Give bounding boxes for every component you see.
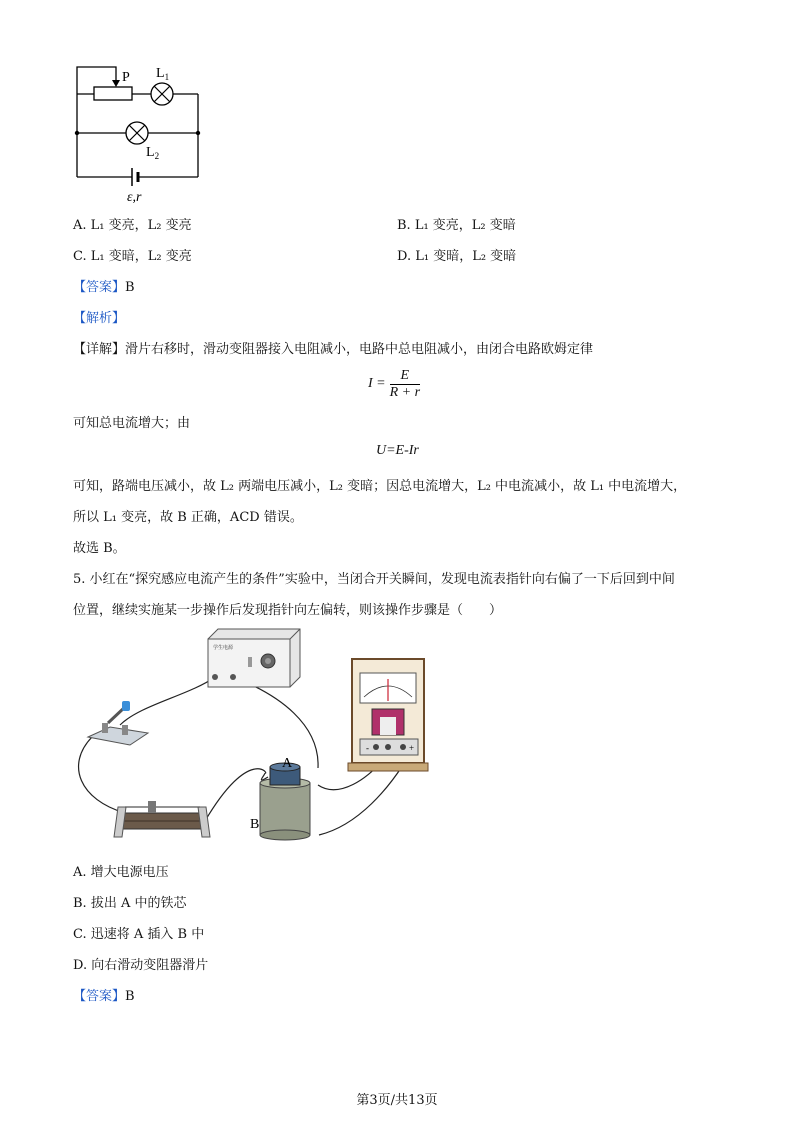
q4-option-a: A. L₁ 变亮，L₂ 变亮	[73, 218, 192, 233]
q4-line4: 所以 L₁ 变亮，故 B 正确，ACD 错误。	[73, 510, 303, 525]
formula-terminal-voltage: U=E-Ir	[376, 443, 419, 458]
q5-option-c: C. 迅速将 A 插入 B 中	[73, 927, 205, 942]
q4-answer	[73, 276, 135, 295]
switch	[88, 701, 148, 745]
rheostat-symbol	[94, 87, 132, 100]
formula-ohm	[368, 366, 420, 402]
q4-option-d: D. L₁ 变暗，L₂ 变暗	[397, 249, 517, 264]
power-supply-label: 学生电源	[213, 646, 234, 651]
formula-numerator: E	[400, 367, 410, 383]
q5-option-a: A. 增大电源电压	[73, 865, 169, 880]
lamp1-label: $L_1$	[156, 66, 170, 82]
rheostat	[114, 801, 210, 837]
answer-tag: 【答案】	[73, 989, 126, 1004]
detail-text: 滑片右移时，滑动变阻器接入电阻减小，电路中总电阻减小，由闭合电路欧姆定律	[125, 342, 594, 357]
q4-line2: 可知总电流增大；由	[73, 416, 191, 431]
q5-stem-line2: 位置，继续实施某一步操作后发现指针向左偏转，则该操作步骤是（ ）	[73, 603, 503, 618]
q4-detail-line1	[73, 338, 593, 357]
lamp2-label: $L_2$	[146, 145, 160, 161]
coil-a-label: A	[282, 756, 293, 771]
formula-denominator: R + r	[389, 384, 421, 400]
q4-conclusion: 故选 B。	[73, 541, 126, 556]
q5-stem-line1: 5. 小红在“探究感应电流产生的条件”实验中，当闭合开关瞬间，发现电流表指针向右偏了一下后回到中间	[73, 572, 675, 587]
q5-option-b: B. 拔出 A 中的铁芯	[73, 896, 187, 911]
coil-b-label: B	[250, 817, 260, 832]
answer-value: B	[125, 280, 135, 295]
q4-option-c: C. L₁ 变暗，L₂ 变亮	[73, 249, 192, 264]
meter-plus-label: +	[409, 743, 415, 753]
answer-value: B	[125, 989, 135, 1004]
answer-tag: 【答案】	[73, 280, 126, 295]
experiment-figure	[70, 625, 440, 855]
detail-tag: 【详解】	[73, 342, 126, 357]
circuit-diagram	[60, 55, 220, 210]
formula-lhs: I =	[368, 376, 386, 391]
meter-minus-label: -	[366, 743, 369, 753]
q4-option-b: B. L₁ 变亮，L₂ 变暗	[397, 218, 516, 233]
slider-label: P	[122, 70, 130, 85]
q5-answer	[73, 985, 135, 1004]
page-number: 第3页/共13页	[356, 1093, 438, 1108]
q4-line3: 可知，路端电压减小，故 L₂ 两端电压减小，L₂ 变暗；因总电流增大，L₂ 中电流减小，故 L₁ 中电流增大，	[73, 479, 687, 494]
power-supply	[208, 629, 300, 687]
formula-fraction	[390, 368, 420, 401]
galvanometer	[348, 659, 428, 771]
q5-option-d: D. 向右滑动变阻器滑片	[73, 958, 209, 973]
battery-label: ε,r	[127, 190, 142, 205]
q4-analysis-tag: 【解析】	[73, 311, 126, 326]
